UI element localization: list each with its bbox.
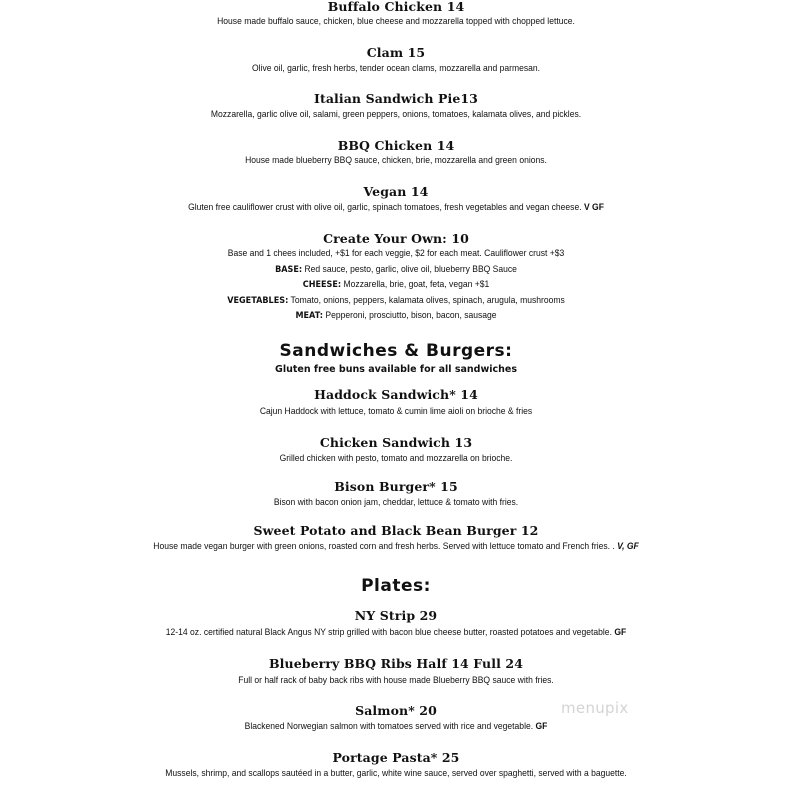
option-value: Mozzarella, brie, goat, feta, vegan +$1	[343, 279, 490, 290]
sandwich-desc-sweet-potato	[40, 541, 753, 552]
pizza-title-italian: Italian Sandwich Pie13	[314, 91, 478, 106]
option-cheese	[40, 279, 753, 290]
sandwiches-heading: Sandwiches & Burgers:	[279, 341, 513, 361]
option-base	[40, 264, 753, 275]
plate-title-ribs: Blueberry BBQ Ribs Half 14 Full 24	[269, 656, 523, 671]
option-label: CHEESE:	[302, 280, 342, 290]
plate-desc-portage-pasta: Mussels, shrimp, and scallops sautéed in a butter, garlic, white wine sauce, served over spaghetti, served with a baguette.	[165, 768, 627, 779]
create-your-own-title: Create Your Own: 10	[323, 231, 469, 246]
sandwich-title-sweet-potato: Sweet Potato and Black Bean Burger 12	[253, 523, 539, 538]
plate-desc-salmon-text: Blackened Norwegian salmon with tomatoes served with rice and vegetable.	[244, 721, 534, 732]
plate-desc-salmon	[40, 721, 753, 732]
create-your-own-desc: Base and 1 chees included, +$1 for each veggie, $2 for each meat. Cauliflower crust +$3	[227, 248, 565, 259]
pizza-desc-vegan-text: Gluten free cauliflower crust with olive oil, garlic, spinach tomatoes, fresh vegetables and vegan cheese.	[188, 202, 582, 213]
dietary-tag: V GF	[583, 202, 604, 213]
option-vegetables	[40, 295, 753, 306]
sandwich-desc-sweet-potato-text: House made vegan burger with green onions, roasted corn and fresh herbs. Served with lettuce tomato and French fries. .	[153, 541, 615, 552]
plate-desc-ny-strip	[40, 627, 753, 638]
sandwich-title-chicken: Chicken Sandwich 13	[319, 435, 473, 450]
option-value: Pepperoni, prosciutto, bison, bacon, sausage	[325, 310, 497, 321]
option-label: BASE:	[275, 265, 303, 275]
menupix-watermark: menupix	[561, 699, 629, 717]
sandwich-title-bison: Bison Burger* 15	[334, 479, 458, 494]
option-meat	[40, 310, 753, 321]
pizza-desc-italian: Mozzarella, garlic olive oil, salami, green peppers, onions, tomatoes, kalamata olives, and pickles.	[210, 109, 582, 120]
option-value: Red sauce, pesto, garlic, olive oil, blueberry BBQ Sauce	[304, 264, 517, 275]
sandwich-desc-haddock: Cajun Haddock with lettuce, tomato & cumin lime aioli on brioche & fries	[259, 406, 533, 417]
plate-desc-ny-strip-text: 12-14 oz. certified natural Black Angus NY strip grilled with bacon blue cheese butter, roasted potatoes and vegetable.	[165, 627, 612, 638]
plate-title-ny-strip: NY Strip 29	[354, 608, 438, 623]
pizza-title-vegan: Vegan 14	[363, 184, 429, 199]
pizza-title-bbq-chicken: BBQ Chicken 14	[337, 138, 455, 153]
pizza-title-buffalo-chicken: Buffalo Chicken 14	[327, 0, 465, 14]
dietary-tag: GF	[535, 721, 548, 732]
option-value: Tomato, onions, peppers, kalamata olives, spinach, arugula, mushrooms	[290, 295, 565, 306]
plate-title-salmon: Salmon* 20	[355, 703, 437, 718]
pizza-desc-bbq-chicken: House made blueberry BBQ sauce, chicken, brie, mozzarella and green onions.	[245, 155, 547, 166]
option-label: VEGETABLES:	[227, 296, 289, 306]
sandwiches-subheading: Gluten free buns available for all sandwiches	[275, 364, 517, 375]
sandwich-desc-chicken: Grilled chicken with pesto, tomato and mozzarella on brioche.	[279, 453, 513, 464]
sandwich-desc-bison: Bison with bacon onion jam, cheddar, lettuce & tomato with fries.	[273, 497, 519, 508]
plate-title-portage-pasta: Portage Pasta* 25	[332, 750, 460, 765]
dietary-tag: GF	[614, 627, 627, 638]
option-label: MEAT:	[295, 311, 324, 321]
pizza-desc-clam: Olive oil, garlic, fresh herbs, tender ocean clams, mozzarella and parmesan.	[252, 63, 540, 74]
plates-heading: Plates:	[361, 576, 431, 596]
plate-desc-ribs: Full or half rack of baby back ribs with house made Blueberry BBQ sauce with fries.	[238, 675, 554, 686]
dietary-tag: V, GF	[617, 541, 639, 552]
pizza-desc-buffalo-chicken: House made buffalo sauce, chicken, blue cheese and mozzarella topped with chopped lettuce.	[217, 16, 575, 27]
pizza-title-clam: Clam 15	[366, 45, 426, 60]
pizza-desc-vegan	[40, 202, 753, 213]
sandwich-title-haddock: Haddock Sandwich* 14	[314, 387, 478, 402]
